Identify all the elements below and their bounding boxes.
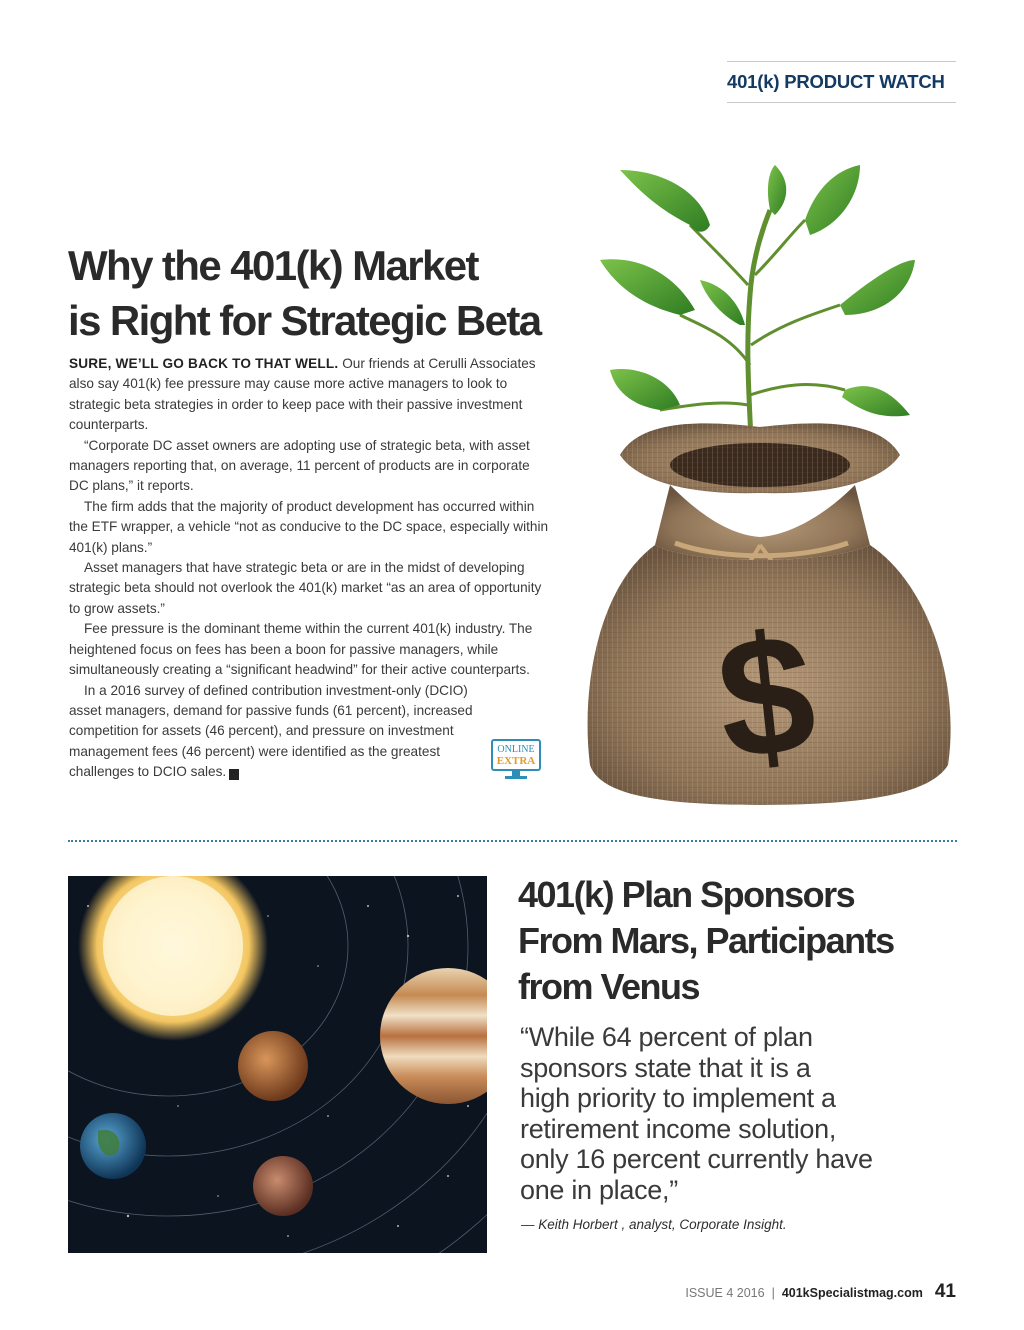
quote-line: only 16 percent currently have [520, 1144, 873, 1174]
paragraph [69, 354, 549, 436]
site-link[interactable]: 401kSpecialistmag.com [781, 1286, 923, 1300]
article-body [69, 354, 549, 783]
paragraph: “Corporate DC asset owners are adopting use of strategic beta, with asset managers reporting that, on average, 11 percent of products are in corporate DC plans,” it reports. [69, 437, 530, 494]
title-line: From Mars, Participants [518, 920, 894, 961]
paragraph [69, 681, 549, 783]
issue-label: ISSUE 4 2016 [685, 1286, 765, 1300]
paragraph-text: In a 2016 survey of defined contribution investment-only (DCIO) asset managers, demand for passive funds (61 percent), increased competition for assets (46 percent), and pressure on investment management fees (46 percent) were identified as the greatest challenges to DCIO sales. [69, 682, 473, 780]
article-title-mars-venus [518, 872, 948, 1010]
article-title-strategic-beta [68, 238, 588, 348]
paragraph: Fee pressure is the dominant theme within the current 401(k) industry. The heightened focus on fees has been a boon for passive managers, while simultaneously creating a “significant headwind” for their active counterparts. [69, 621, 533, 678]
page-footer [685, 1281, 956, 1303]
title-line: from Venus [518, 966, 700, 1007]
paragraph: Asset managers that have strategic beta or are in the midst of developing strategic beta should not overlook the 401(k) market “as an area of opportunity to grow assets.” [69, 560, 542, 616]
footer-separator: | [771, 1286, 775, 1300]
title-line: is Right for Strategic Beta [68, 297, 541, 344]
section-label: 401(k) PRODUCT WATCH [727, 71, 945, 92]
section-header [727, 61, 956, 103]
quote-line: high priority to implement a [520, 1083, 836, 1113]
title-line: 401(k) Plan Sponsors [518, 874, 855, 915]
page-number: 41 [934, 1281, 956, 1302]
lead-in: SURE, WE’LL GO BACK TO THAT WELL. [69, 356, 339, 371]
quote-line: retirement income solution, [520, 1113, 837, 1144]
quote-line: sponsors state that it is a [520, 1052, 811, 1083]
solar-system-image [68, 876, 487, 1253]
pull-quote [520, 1022, 940, 1205]
online-extra-badge[interactable] [490, 739, 542, 781]
money-bag-plant-image [580, 165, 960, 815]
quote-attribution: — Keith Horbert , analyst, Corporate Insight. [521, 1217, 787, 1232]
section-divider [68, 840, 957, 842]
paragraph-text: Our friends at Cerulli Associates also say 401(k) fee pressure may cause more active managers to look to strategic beta strategies in order to keep pace with their passive investment counterparts. [69, 356, 536, 433]
end-mark-icon: K [229, 769, 239, 780]
dollar-sign: $ [709, 597, 824, 797]
quote-line: one in place,” [520, 1174, 678, 1205]
online-extra-line2: EXTRA [496, 755, 536, 767]
title-line: Why the 401(k) Market [68, 242, 478, 289]
online-extra-line1: ONLINE [497, 744, 535, 755]
quote-line: “While 64 percent of plan [520, 1022, 813, 1052]
paragraph: The firm adds that the majority of product development has occurred within the ETF wrapper, a vehicle “not as conducive to the DC space, especially within 401(k) plans.” [69, 498, 549, 555]
